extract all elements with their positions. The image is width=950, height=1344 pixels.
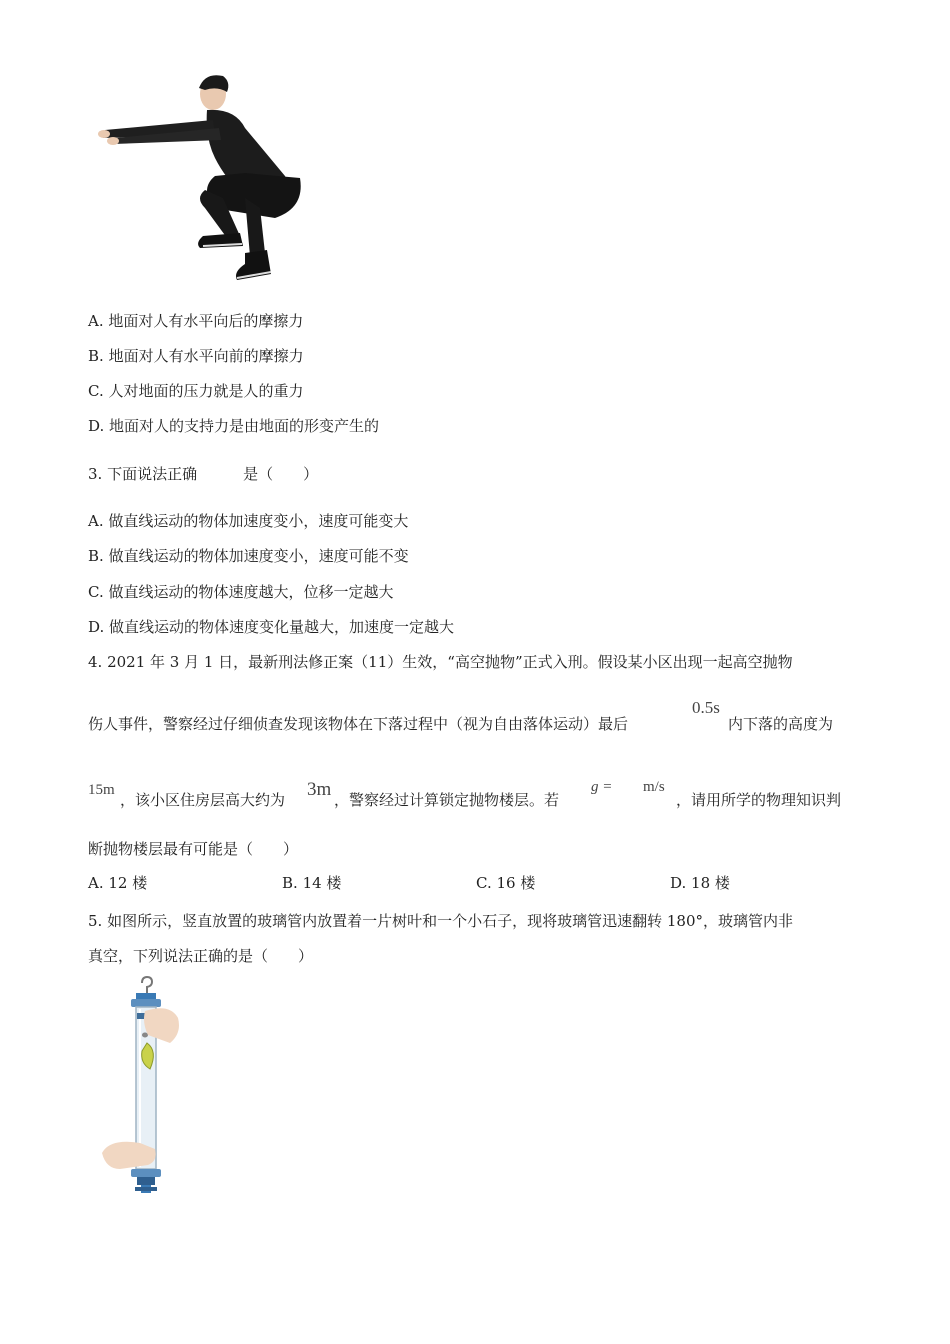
q4-line-2b: 内下落的高度为 xyxy=(728,715,834,733)
q4-math-height: 15m xyxy=(88,782,115,798)
q4-line-1: 4. 2021 年 3 月 1 日，最新刑法修正案（11）生效，“高空抛物”正式入刑。假设某小区出现一起高空抛物 xyxy=(88,653,793,671)
q4-math-unit: m/s xyxy=(643,779,665,795)
q2-option-b: B. 地面对人有水平向前的摩擦力 xyxy=(88,347,304,365)
q4-option-c: C. 16 楼 xyxy=(476,874,536,892)
q4-math-floor: 3m xyxy=(307,779,332,800)
glass-tube-figure xyxy=(100,973,190,1208)
q2-option-d: D. 地面对人的支持力是由地面的形变产生的 xyxy=(88,417,380,435)
q4-option-d: D. 18 楼 xyxy=(670,874,730,892)
q3-option-d: D. 做直线运动的物体速度变化量越大，加速度一定越大 xyxy=(88,618,455,636)
q4-line-3c: ，请用所学的物理知识判 xyxy=(676,791,842,809)
squat-person-figure xyxy=(95,68,310,288)
q4-math-g: g = xyxy=(591,779,613,795)
q5-line-2: 真空，下列说法正确的是（ ） xyxy=(88,947,314,965)
q3-option-c: C. 做直线运动的物体速度越大，位移一定越大 xyxy=(88,583,394,601)
q3-option-a: A. 做直线运动的物体加速度变小，速度可能变大 xyxy=(88,512,409,530)
q3-stem: 3. 下面说法正确 是（ ） xyxy=(88,465,319,483)
q4-line-2a: 伤人事件，警察经过仔细侦查发现该物体在下落过程中（视为自由落体运动）最后 xyxy=(88,715,629,733)
q2-option-c: C. 人对地面的压力就是人的重力 xyxy=(88,382,304,400)
q4-option-b: B. 14 楼 xyxy=(282,874,342,892)
q2-option-a: A. 地面对人有水平向后的摩擦力 xyxy=(88,312,304,330)
q4-line-3a: ，该小区住房层高大约为 xyxy=(120,791,286,809)
q4-option-a: A. 12 楼 xyxy=(88,874,148,892)
q4-line-4: 断抛物楼层最有可能是（ ） xyxy=(88,840,299,858)
q5-line-1: 5. 如图所示，竖直放置的玻璃管内放置着一片树叶和一个小石子，现将玻璃管迅速翻转 180°，玻璃管内非 xyxy=(88,912,793,930)
q4-line-3b: ，警察经过计算锁定抛物楼层。若 xyxy=(334,791,560,809)
q3-option-b: B. 做直线运动的物体加速度变小，速度可能不变 xyxy=(88,547,409,565)
q4-math-time: 0.5s xyxy=(692,698,720,717)
